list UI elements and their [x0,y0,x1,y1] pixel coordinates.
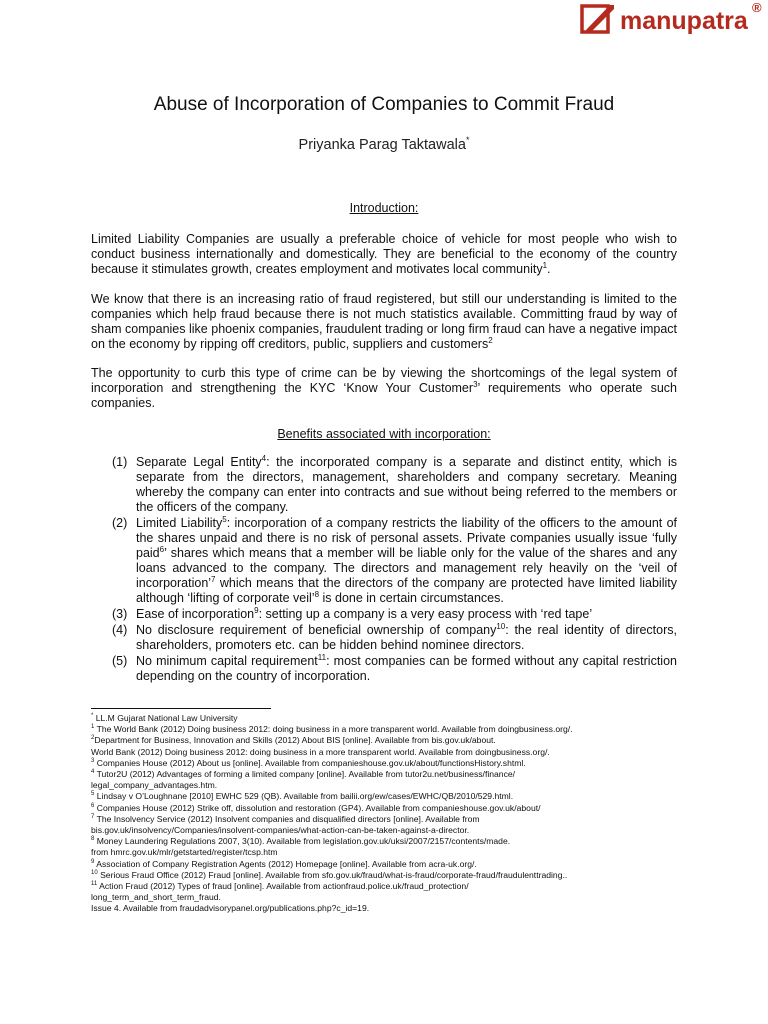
paragraph-text: We know that there is an increasing ratio of fraud registered, but still our understanding is limited to the companies which help fraud because there is not much statistics available. Committing fraud by way of sham companies like phoenix companies, fraudulent trading or long firm fraud can have a negative impact on the economy by ripping off creditors, public, suppliers and customers [91,292,677,351]
item-lead: No disclosure requirement of beneficial ownership of company [136,623,497,637]
footnote-ref: 9 [254,605,259,615]
footnote [91,735,691,746]
footnote [91,859,691,870]
footnote-ref: 3 [473,379,478,389]
footnote-text: Money Laundering Regulations 2007, 3(10). Available from legislation.gov.uk/uksi/2007/2157/contents/made. [94,836,511,847]
footnote-ref: 1 [542,260,548,270]
footnote-mark: 7 [91,813,95,820]
footnote-text: Companies House (2012) About us [online]. Available from companieshouse.gov.uk/about/functionsHistory.shtml. [94,757,526,768]
footnote-ref: 8 [314,589,320,599]
footnote-text: Companies House (2012) Strike off, dissolution and restoration (GP4). Available from companieshouse.gov.uk/about/ [94,802,541,813]
paragraph-tail: ’ requirements who operate such companies. [91,381,677,410]
item-lead: Separate Legal Entity [136,455,262,469]
list-number: (3) [112,607,128,621]
item-lead: Limited Liability [136,516,223,530]
footnote-text: The Insolvency Service (2012) Insolvent companies and disqualified directors [online]. Available from [94,813,480,824]
item-text: ’ shares which means that a member will be liable only for the value of the shares and any loans advanced to the company. The directors and management rely heavily on the ‘veil of incorporation’ [136,546,677,590]
list-item [112,607,677,622]
footnote-mark: 9 [91,858,95,865]
list-item [112,455,677,515]
footnote-ref: 5 [222,514,227,524]
footnote-text: bis.gov.uk/insolvency/Companies/insolvent-companies/what-action-can-be-taken-against-a-director. [91,825,470,836]
list-number: (5) [112,654,128,668]
footnote-text: Tutor2U (2012) Advantages of forming a limited company [online]. Available from tutor2u.net/business/finance/ [94,769,516,780]
item-lead: Ease of incorporation [136,607,255,621]
footnote [91,758,691,769]
item-text: : the incorporated company is a separate and distinct entity, which is separate from the directors, management, shareholders and company secretary. Meaning whereby the company can enter into contracts and sue without being referred to the members or the officers of the company. [136,455,677,514]
footnote-ref: 4 [261,453,267,463]
item-text: : incorporation of a company restricts the liability of the officers to the amount of the shares unpaid and there is no risk of personal assets. Private companies usually issue ‘fully paid [136,516,677,560]
footnote-ref: 2 [488,335,493,345]
footnote-text: Department for Business, Innovation and Skills (2012) About BIS [online]. Available from bis.gov.uk/about. [94,735,496,746]
footnote [91,814,691,825]
footnote-text: LL.M Gujarat National Law University [93,713,238,723]
footnote-mark: 1 [91,724,95,731]
paragraph-text: The opportunity to curb this type of crime can be by viewing the shortcomings of the legal system of incorporation and strengthening the KYC ‘Know Your Customer [91,366,677,395]
footnote-text: Serious Fraud Office (2012) Fraud [online]. Available from sfo.gov.uk/fraud/what-is-fraud/corporate-fraud/fraudulenttrading.. [97,869,568,880]
footnote-mark: 5 [91,791,95,798]
item-text: : setting up a company is a very easy process with ‘red tape’ [258,607,593,621]
footnote-mark: 3 [91,757,95,764]
item-text: : the real identity of directors, shareholders, promoters etc. can be hidden behind nominee directors. [136,623,677,652]
footnote [91,791,691,802]
paragraph-2 [91,292,677,352]
footnote-mark: * [91,713,94,720]
footnote-text: The World Bank (2012) Doing business 2012: doing business in a more transparent world. Available from doingbusiness.org/. [94,724,573,735]
footnotes [91,713,691,915]
footnote [91,881,691,892]
paragraph-1 [91,232,677,277]
introduction-heading: Introduction: [349,201,419,215]
benefits-list [112,455,677,685]
footnote [91,847,691,858]
footnote [91,903,691,914]
registered-mark: ® [752,0,762,15]
footnote [91,870,691,881]
footnote-mark: 8 [91,836,95,843]
footnote [91,724,691,735]
footnote-mark: 2 [91,735,95,742]
footnote-text: legal_company_advantages.htm. [91,780,218,791]
list-number: (1) [112,455,128,469]
manupatra-logo [580,0,768,40]
list-item [112,516,677,606]
item-lead: No minimum capital requirement [136,654,318,668]
footnote-mark: 6 [91,802,95,809]
footnote [91,836,691,847]
footnote-ref: 11 [317,652,327,662]
author-name: Priyanka Parag Taktawala [298,136,466,153]
item-text: is done in certain circumstances. [319,591,504,605]
list-item [112,654,677,684]
footnote [91,713,691,724]
footnote [91,825,691,836]
footnote-mark: 10 [91,869,98,876]
footnote-text: Action Fraud (2012) Types of fraud [online]. Available from actionfraud.police.uk/fraud_protection/ [97,881,469,892]
footnote-ref: 7 [211,574,216,584]
author-mark: * [465,135,470,145]
footnote-text: long_term_and_short_term_fraud. [91,892,221,903]
footnote-ref: 10 [496,621,506,631]
footnote-mark: 11 [91,881,98,888]
footnote [91,769,691,780]
footnote [91,892,691,903]
list-item [112,623,677,653]
footnote-text: Lindsay v O’Loughnane [2010] EWHC 529 (QB). Available from bailii.org/ew/cases/EWHC/QB/2010/529.html. [94,791,514,802]
footnote [91,747,691,758]
paragraph-text: Limited Liability Companies are usually a preferable choice of vehicle for most people who wish to conduct business internationally and domestically. They are beneficial to the economy of the country because it stimulates growth, creates employment and motivates local community [91,232,677,276]
paragraph-tail: . [547,262,551,276]
footnote-text: from hmrc.gov.uk/mlr/getstarted/register/tcsp.htm [91,847,278,858]
footnote-divider [91,708,271,709]
author-line [0,135,768,153]
item-text: : most companies can be formed without any capital restriction depending on the country of incorporation. [136,654,677,683]
paragraph-3 [91,366,677,411]
footnote-mark: 4 [91,769,95,776]
list-number: (4) [112,623,128,637]
manupatra-logo-icon [580,3,616,35]
footnote-text: World Bank (2012) Doing business 2012: doing business in a more transparent world. Available from doingbusiness.org/. [91,746,550,757]
footnote-ref: 6 [159,544,165,554]
paper-title: Abuse of Incorporation of Companies to Commit Fraud [153,94,615,115]
footnote [91,803,691,814]
benefits-heading: Benefits associated with incorporation: [277,427,491,441]
logo-wordmark: manupatra [620,7,748,35]
footnote [91,780,691,791]
footnote-text: Issue 4. Available from fraudadvisorypanel.org/publications.php?c_id=19. [91,903,370,914]
list-number: (2) [112,516,128,530]
item-text: which means that the directors of the company are protected have limited liability although ‘lifting of corporate veil’ [136,576,677,605]
footnote-text: Association of Company Registration Agents (2012) Homepage [online]. Available from acra-uk.org/. [94,858,477,869]
